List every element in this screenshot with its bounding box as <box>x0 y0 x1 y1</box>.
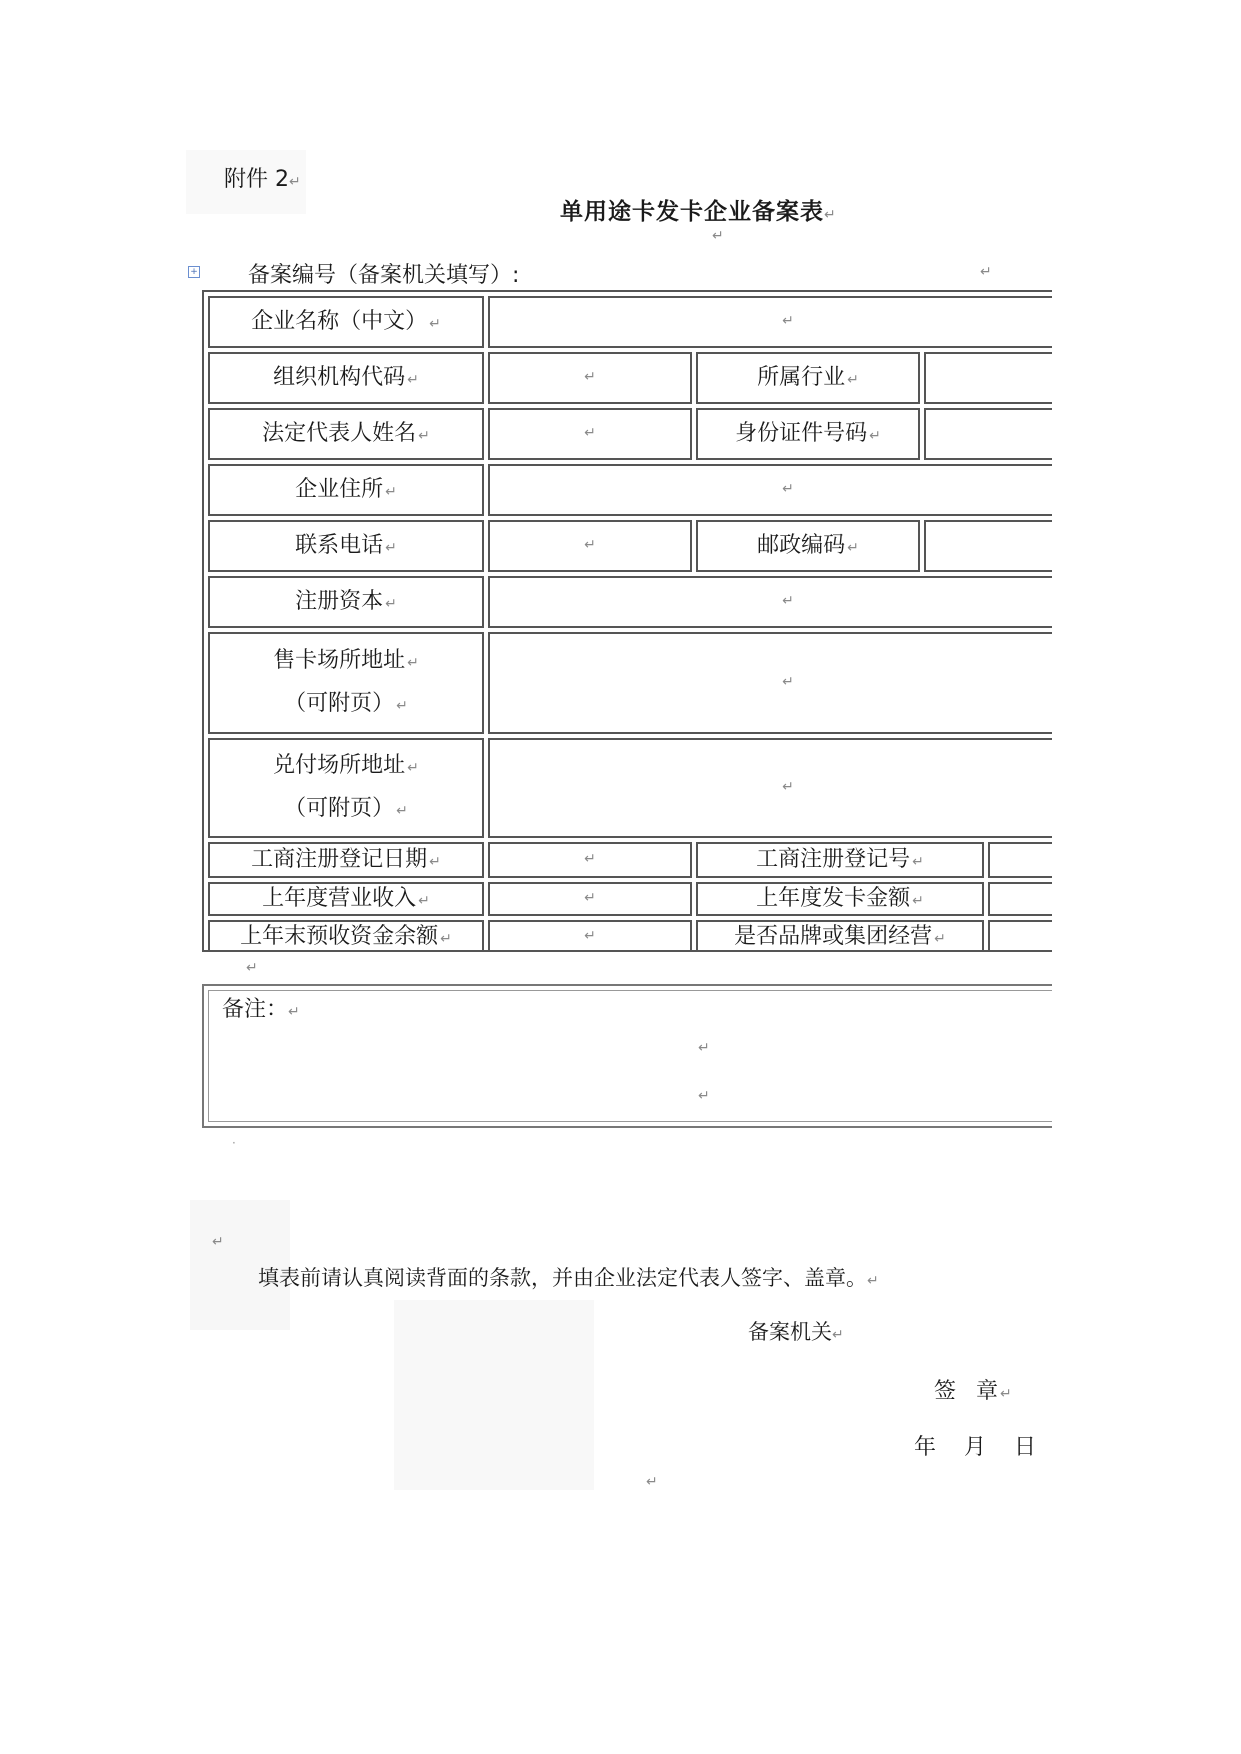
seal-label: 签 章↵ <box>934 1379 1014 1404</box>
reg-number-field[interactable] <box>988 842 1052 878</box>
agency-label: 备案机关↵ <box>748 1320 844 1344</box>
attachment-label: 附件 2↵ <box>224 167 301 192</box>
last-year-issued-field[interactable] <box>988 882 1052 916</box>
org-code-field[interactable]: ↵ <box>488 352 692 404</box>
industry-field[interactable] <box>924 352 1052 404</box>
reg-capital-label: 注册资本 ↵ <box>208 576 484 628</box>
phone-label: 联系电话 ↵ <box>208 520 484 572</box>
industry-label: 所属行业 ↵ <box>696 352 920 404</box>
last-year-issued-label: 上年度发卡金额 ↵ <box>696 882 984 916</box>
legal-rep-name-field[interactable]: ↵ <box>488 408 692 460</box>
paragraph-mark: ↵ <box>712 228 724 244</box>
remarks-box[interactable] <box>202 984 1052 1128</box>
company-name-label: 企业名称（中文） ↵ <box>208 296 484 348</box>
org-code-label: 组织机构代码 ↵ <box>208 352 484 404</box>
legal-rep-name-label: 法定代表人姓名 ↵ <box>208 408 484 460</box>
stray-dot: · <box>232 1136 236 1150</box>
redeem-site-label: 兑付场所地址 ↵ （可附页） ↵ <box>208 738 484 838</box>
prepaid-balance-field[interactable]: ↵ <box>488 920 692 952</box>
date-label: 年 月 日 <box>914 1435 1036 1460</box>
remarks-label: 备注：↵ <box>222 997 300 1022</box>
table-anchor-icon[interactable]: + <box>188 266 200 278</box>
prepaid-balance-label: 上年末预收资金余额 ↵ <box>208 920 484 952</box>
phone-field[interactable]: ↵ <box>488 520 692 572</box>
paragraph-mark: ↵ <box>698 1088 710 1104</box>
postcode-field[interactable] <box>924 520 1052 572</box>
redeem-site-field[interactable]: ↵ <box>488 738 1052 838</box>
last-year-revenue-label: 上年度营业收入 ↵ <box>208 882 484 916</box>
paragraph-mark: ↵ <box>246 960 258 976</box>
id-number-label: 身份证件号码 ↵ <box>696 408 920 460</box>
address-field[interactable]: ↵ <box>488 464 1052 516</box>
paragraph-mark: ↵ <box>698 1040 710 1056</box>
form-title: 单用途卡发卡企业备案表↵ <box>560 199 837 225</box>
id-number-field[interactable] <box>924 408 1052 460</box>
reg-date-label: 工商注册登记日期 ↵ <box>208 842 484 878</box>
reg-date-field[interactable]: ↵ <box>488 842 692 878</box>
paragraph-mark: ↵ <box>980 264 992 280</box>
postcode-label: 邮政编码 ↵ <box>696 520 920 572</box>
filing-number-label: 备案编号（备案机关填写）: <box>248 263 520 288</box>
paragraph-mark: ↵ <box>212 1234 224 1250</box>
registration-table <box>202 290 1052 952</box>
company-name-field[interactable]: ↵ <box>488 296 1052 348</box>
address-label: 企业住所 ↵ <box>208 464 484 516</box>
last-year-revenue-field[interactable]: ↵ <box>488 882 692 916</box>
paragraph-mark: ↵ <box>646 1474 658 1490</box>
instruction-notice: 填表前请认真阅读背面的条款，并由企业法定代表人签字、盖章。↵ <box>258 1266 879 1290</box>
brand-group-field[interactable] <box>988 920 1052 952</box>
sales-site-field[interactable]: ↵ <box>488 632 1052 734</box>
reg-number-label: 工商注册登记号 ↵ <box>696 842 984 878</box>
brand-group-label: 是否品牌或集团经营 ↵ <box>696 920 984 952</box>
sales-site-label: 售卡场所地址 ↵ （可附页） ↵ <box>208 632 484 734</box>
reg-capital-field[interactable]: ↵ <box>488 576 1052 628</box>
